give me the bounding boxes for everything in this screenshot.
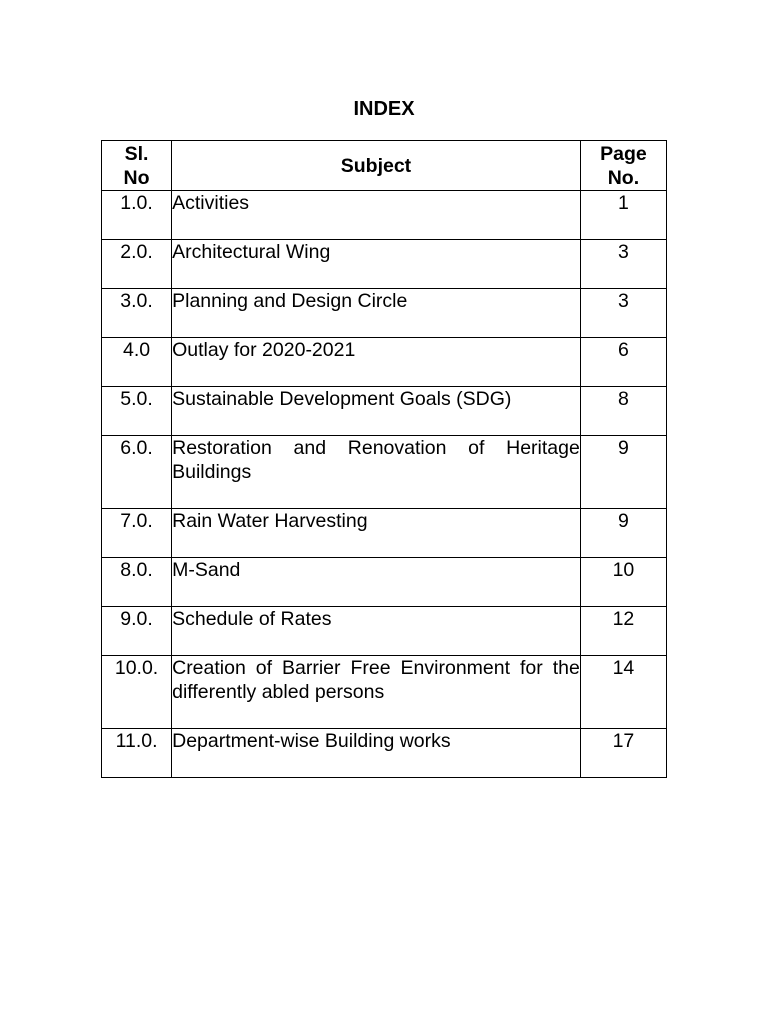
page-no-cell: 10 (580, 558, 666, 607)
table-row (102, 607, 667, 656)
table-row (102, 191, 667, 240)
header-subject (172, 141, 581, 191)
table-row (102, 436, 667, 509)
table-row (102, 289, 667, 338)
subject-cell: Schedule of Rates (172, 607, 581, 656)
index-table (101, 140, 667, 778)
sl-no-cell: 7.0. (102, 509, 172, 558)
subject-cell: Architectural Wing (172, 240, 581, 289)
table-header-row (102, 141, 667, 191)
table-row (102, 558, 667, 607)
page-no-cell: 3 (580, 289, 666, 338)
sl-no-cell: 4.0 (102, 338, 172, 387)
table-row (102, 509, 667, 558)
page-no-cell: 9 (580, 436, 666, 509)
subject-cell: Outlay for 2020-2021 (172, 338, 581, 387)
page-no-cell: 12 (580, 607, 666, 656)
page-title: INDEX (353, 98, 415, 120)
header-subject-label: Subject (340, 155, 412, 177)
sl-no-cell: 9.0. (102, 607, 172, 656)
page-no-cell: 3 (580, 240, 666, 289)
sl-no-cell: 8.0. (102, 558, 172, 607)
page-no-cell: 17 (580, 729, 666, 778)
page-no-cell: 6 (580, 338, 666, 387)
sl-no-cell: 5.0. (102, 387, 172, 436)
subject-cell: Planning and Design Circle (172, 289, 581, 338)
subject-cell: Department-wise Building works (172, 729, 581, 778)
header-sl-no-label: Sl. No (123, 143, 150, 189)
header-page-no (580, 141, 666, 191)
subject-cell: Restoration and Renovation of Heritage Buildings (172, 436, 581, 509)
sl-no-cell: 3.0. (102, 289, 172, 338)
table-row (102, 387, 667, 436)
subject-cell: Sustainable Development Goals (SDG) (172, 387, 581, 436)
page-no-cell: 8 (580, 387, 666, 436)
header-sl-no (102, 141, 172, 191)
sl-no-cell: 11.0. (102, 729, 172, 778)
sl-no-cell: 2.0. (102, 240, 172, 289)
sl-no-cell: 6.0. (102, 436, 172, 509)
subject-cell: Creation of Barrier Free Environment for the differently abled persons (172, 656, 581, 729)
page-no-cell: 14 (580, 656, 666, 729)
sl-no-cell: 1.0. (102, 191, 172, 240)
table-row (102, 338, 667, 387)
table-row (102, 656, 667, 729)
page-no-cell: 9 (580, 509, 666, 558)
header-page-no-label: Page No. (600, 143, 647, 189)
table-row (102, 729, 667, 778)
subject-cell: M-Sand (172, 558, 581, 607)
subject-cell: Rain Water Harvesting (172, 509, 581, 558)
page-no-cell: 1 (580, 191, 666, 240)
table-row (102, 240, 667, 289)
subject-cell: Activities (172, 191, 581, 240)
sl-no-cell: 10.0. (102, 656, 172, 729)
